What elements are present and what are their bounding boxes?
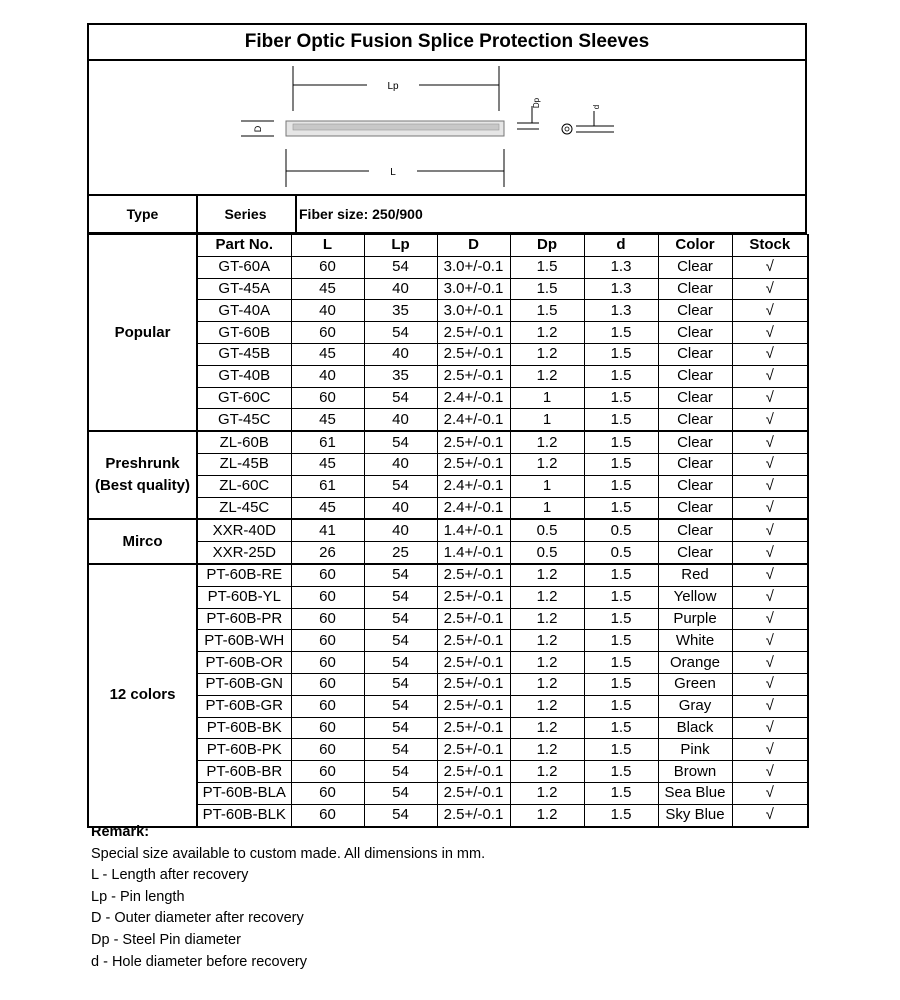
part-number-cell: GT-45C (197, 409, 291, 431)
stock-cell: √ (732, 322, 808, 344)
outer-diameter-cell: 2.5+/-0.1 (437, 782, 510, 804)
part-number-cell: GT-45B (197, 343, 291, 365)
hole-cross-section (565, 127, 569, 131)
length-cell: 26 (291, 542, 364, 564)
hole-diameter-cell: 1.5 (584, 564, 658, 586)
pin-length-cell: 25 (364, 542, 437, 564)
pin-length-cell: 54 (364, 475, 437, 497)
part-number-cell: ZL-45C (197, 497, 291, 519)
pin-diameter-cell: 1.2 (510, 431, 584, 453)
table-row (88, 431, 808, 453)
small-d-label: d (592, 104, 601, 110)
outer-diameter-cell: 3.0+/-0.1 (437, 300, 510, 322)
column-header: Color (658, 235, 732, 257)
d-label: D (253, 125, 263, 133)
hole-diameter-cell: 1.5 (584, 343, 658, 365)
outer-diameter-cell: 2.4+/-0.1 (437, 409, 510, 431)
hole-diameter-cell: 1.5 (584, 739, 658, 761)
pin-length-cell: 54 (364, 431, 437, 453)
stock-cell: √ (732, 673, 808, 695)
type-group-label: Preshrunk (Best quality) (88, 431, 197, 519)
part-number-cell: PT-60B-WH (197, 630, 291, 652)
column-header: d (584, 235, 658, 257)
hole-diameter-cell: 1.5 (584, 804, 658, 826)
stock-cell: √ (732, 717, 808, 739)
stock-cell: √ (732, 652, 808, 674)
hole-diameter-cell: 1.5 (584, 673, 658, 695)
stock-cell: √ (732, 497, 808, 519)
pin-length-cell: 54 (364, 673, 437, 695)
part-number-cell: PT-60B-PK (197, 739, 291, 761)
pin-diameter-cell: 1 (510, 475, 584, 497)
pin-length-cell: 54 (364, 782, 437, 804)
outer-diameter-cell: 2.5+/-0.1 (437, 431, 510, 453)
stock-cell: √ (732, 475, 808, 497)
pin-diameter-cell: 1.2 (510, 761, 584, 783)
length-cell: 60 (291, 673, 364, 695)
pin-diameter-cell: 1.2 (510, 804, 584, 826)
length-cell: 45 (291, 453, 364, 475)
color-cell: Clear (658, 453, 732, 475)
part-number-cell: PT-60B-RE (197, 564, 291, 586)
color-cell: Black (658, 717, 732, 739)
stock-cell: √ (732, 564, 808, 586)
pin-length-cell: 35 (364, 365, 437, 387)
pin-diameter-cell: 1.2 (510, 453, 584, 475)
stock-cell: √ (732, 586, 808, 608)
pin-length-cell: 40 (364, 278, 437, 300)
stock-cell: √ (732, 300, 808, 322)
color-cell: Clear (658, 300, 732, 322)
outer-diameter-cell: 2.5+/-0.1 (437, 652, 510, 674)
hole-diameter-cell: 1.3 (584, 278, 658, 300)
pin-diameter-cell: 1 (510, 497, 584, 519)
pin-length-cell: 54 (364, 695, 437, 717)
pin-length-cell: 54 (364, 739, 437, 761)
pin-diameter-cell: 1 (510, 387, 584, 409)
stock-cell: √ (732, 278, 808, 300)
hole-diameter-cell: 1.5 (584, 761, 658, 783)
color-cell: Clear (658, 256, 732, 278)
pin-diameter-cell: 1.5 (510, 300, 584, 322)
outer-diameter-cell: 2.5+/-0.1 (437, 739, 510, 761)
outer-diameter-cell: 2.5+/-0.1 (437, 322, 510, 344)
length-cell: 60 (291, 608, 364, 630)
color-cell: Brown (658, 761, 732, 783)
color-cell: Clear (658, 409, 732, 431)
pin-length-cell: 40 (364, 453, 437, 475)
sleeve-cross-section (562, 124, 572, 134)
pin-length-cell: 35 (364, 300, 437, 322)
length-cell: 45 (291, 278, 364, 300)
pin-length-cell: 40 (364, 343, 437, 365)
pin-diameter-cell: 1.2 (510, 673, 584, 695)
outer-diameter-cell: 2.4+/-0.1 (437, 475, 510, 497)
part-number-cell: XXR-25D (197, 542, 291, 564)
pin-diameter-cell: 1.2 (510, 630, 584, 652)
color-cell: Clear (658, 322, 732, 344)
pin-diameter-cell: 1.2 (510, 739, 584, 761)
sleeve-diagram (87, 61, 807, 196)
pin-diameter-cell: 1.2 (510, 695, 584, 717)
series-header: Series (196, 196, 297, 232)
stock-cell: √ (732, 453, 808, 475)
table-group-header (87, 196, 807, 234)
color-cell: Pink (658, 739, 732, 761)
hole-diameter-cell: 0.5 (584, 519, 658, 541)
outer-diameter-cell: 2.5+/-0.1 (437, 365, 510, 387)
length-cell: 60 (291, 739, 364, 761)
pin-length-cell: 54 (364, 717, 437, 739)
hole-diameter-cell: 1.5 (584, 717, 658, 739)
length-cell: 60 (291, 804, 364, 826)
stock-cell: √ (732, 365, 808, 387)
hole-diameter-cell: 1.5 (584, 365, 658, 387)
color-cell: Orange (658, 652, 732, 674)
part-number-cell: PT-60B-YL (197, 586, 291, 608)
pin-diameter-cell: 1.5 (510, 278, 584, 300)
part-number-cell: ZL-60C (197, 475, 291, 497)
part-number-cell: PT-60B-BLK (197, 804, 291, 826)
length-cell: 60 (291, 782, 364, 804)
color-cell: Clear (658, 475, 732, 497)
pin-diameter-cell: 1 (510, 409, 584, 431)
stock-cell: √ (732, 608, 808, 630)
pin-length-cell: 40 (364, 519, 437, 541)
hole-diameter-cell: 1.5 (584, 586, 658, 608)
outer-diameter-cell: 1.4+/-0.1 (437, 542, 510, 564)
column-header: Part No. (197, 235, 291, 257)
stock-cell: √ (732, 343, 808, 365)
hole-diameter-cell: 1.5 (584, 782, 658, 804)
pin-length-cell: 54 (364, 322, 437, 344)
hole-diameter-cell: 1.5 (584, 652, 658, 674)
length-cell: 60 (291, 695, 364, 717)
outer-diameter-cell: 2.4+/-0.1 (437, 497, 510, 519)
part-number-cell: ZL-45B (197, 453, 291, 475)
pin-diameter-cell: 1.2 (510, 365, 584, 387)
remark-line: Special size available to custom made. All dimensions in mm. (91, 845, 486, 862)
hole-diameter-cell: 0.5 (584, 542, 658, 564)
part-number-cell: GT-40B (197, 365, 291, 387)
pin-length-cell: 54 (364, 564, 437, 586)
pin-diameter-cell: 1.2 (510, 652, 584, 674)
stock-cell: √ (732, 542, 808, 564)
part-number-cell: GT-60C (197, 387, 291, 409)
length-cell: 40 (291, 365, 364, 387)
l-label: L (390, 167, 396, 178)
length-cell: 45 (291, 497, 364, 519)
part-number-cell: PT-60B-GR (197, 695, 291, 717)
column-header: D (437, 235, 510, 257)
stock-cell: √ (732, 739, 808, 761)
pin-diameter-cell: 1.2 (510, 782, 584, 804)
remark-line: Lp - Pin length (91, 888, 185, 905)
hole-diameter-cell: 1.5 (584, 497, 658, 519)
stock-cell: √ (732, 431, 808, 453)
remarks (91, 822, 485, 973)
hole-diameter-cell: 1.5 (584, 453, 658, 475)
pin-diameter-cell: 0.5 (510, 519, 584, 541)
length-cell: 60 (291, 322, 364, 344)
outer-diameter-cell: 2.5+/-0.1 (437, 804, 510, 826)
remark-line: L - Length after recovery (91, 867, 249, 884)
hole-diameter-cell: 1.5 (584, 431, 658, 453)
stock-cell: √ (732, 695, 808, 717)
color-cell: Clear (658, 387, 732, 409)
hole-diameter-cell: 1.5 (584, 608, 658, 630)
length-cell: 60 (291, 387, 364, 409)
pin-diameter-cell: 0.5 (510, 542, 584, 564)
color-cell: Red (658, 564, 732, 586)
length-cell: 60 (291, 256, 364, 278)
outer-diameter-cell: 1.4+/-0.1 (437, 519, 510, 541)
part-number-cell: PT-60B-OR (197, 652, 291, 674)
type-group-label: 12 colors (88, 564, 197, 827)
outer-diameter-cell: 2.5+/-0.1 (437, 564, 510, 586)
pin-length-cell: 54 (364, 652, 437, 674)
length-cell: 60 (291, 652, 364, 674)
hole-diameter-cell: 1.5 (584, 409, 658, 431)
pin-length-cell: 54 (364, 387, 437, 409)
length-cell: 60 (291, 564, 364, 586)
length-cell: 60 (291, 630, 364, 652)
pin-diameter-cell: 1.2 (510, 586, 584, 608)
stock-cell: √ (732, 804, 808, 826)
color-cell: Clear (658, 519, 732, 541)
column-header: L (291, 235, 364, 257)
stock-cell: √ (732, 387, 808, 409)
page-title: Fiber Optic Fusion Splice Protection Sleeves (87, 23, 807, 61)
part-number-cell: PT-60B-GN (197, 673, 291, 695)
type-header: Type (89, 196, 198, 232)
pin-diameter-cell: 1.2 (510, 564, 584, 586)
part-number-cell: PT-60B-BLA (197, 782, 291, 804)
outer-diameter-cell: 2.5+/-0.1 (437, 343, 510, 365)
color-cell: Yellow (658, 586, 732, 608)
pin-diameter-cell: 1.5 (510, 256, 584, 278)
outer-diameter-cell: 2.5+/-0.1 (437, 761, 510, 783)
outer-diameter-cell: 3.0+/-0.1 (437, 278, 510, 300)
remarks-title: Remark: (91, 824, 150, 840)
hole-diameter-cell: 1.3 (584, 256, 658, 278)
type-group-label: Mirco (88, 519, 197, 564)
length-cell: 45 (291, 343, 364, 365)
outer-diameter-cell: 2.5+/-0.1 (437, 608, 510, 630)
pin-length-cell: 40 (364, 409, 437, 431)
pin-length-cell: 54 (364, 256, 437, 278)
pin-diameter-cell: 1.2 (510, 343, 584, 365)
outer-diameter-cell: 2.5+/-0.1 (437, 695, 510, 717)
hole-diameter-cell: 1.5 (584, 475, 658, 497)
color-cell: Clear (658, 431, 732, 453)
pin-diameter-cell: 1.2 (510, 322, 584, 344)
length-cell: 40 (291, 300, 364, 322)
table-row (88, 519, 808, 541)
hole-diameter-cell: 1.5 (584, 387, 658, 409)
pin-length-cell: 54 (364, 761, 437, 783)
pin-length-cell: 54 (364, 586, 437, 608)
spec-table (87, 234, 809, 828)
table-row (88, 564, 808, 586)
pin-diameter-cell: 1.2 (510, 608, 584, 630)
length-cell: 61 (291, 475, 364, 497)
outer-diameter-cell: 2.5+/-0.1 (437, 673, 510, 695)
part-number-cell: GT-45A (197, 278, 291, 300)
color-cell: Sea Blue (658, 782, 732, 804)
stock-cell: √ (732, 256, 808, 278)
outer-diameter-cell: 2.5+/-0.1 (437, 717, 510, 739)
hole-diameter-cell: 1.5 (584, 630, 658, 652)
column-header: Stock (732, 235, 808, 257)
type-group-label: Popular (88, 235, 197, 432)
column-header: Lp (364, 235, 437, 257)
color-cell: Clear (658, 542, 732, 564)
color-cell: Gray (658, 695, 732, 717)
outer-diameter-cell: 3.0+/-0.1 (437, 256, 510, 278)
length-cell: 61 (291, 431, 364, 453)
remark-line: Dp - Steel Pin diameter (91, 931, 241, 948)
stock-cell: √ (732, 519, 808, 541)
fiber-size-header: Fiber size: 250/900 (299, 206, 423, 222)
sleeve-dimension-drawing (89, 61, 805, 194)
spec-sheet (87, 23, 807, 828)
pin-length-cell: 54 (364, 608, 437, 630)
color-cell: Green (658, 673, 732, 695)
part-number-cell: GT-60A (197, 256, 291, 278)
remark-line: d - Hole diameter before recovery (91, 953, 307, 970)
color-cell: Purple (658, 608, 732, 630)
hole-diameter-cell: 1.5 (584, 695, 658, 717)
color-cell: Clear (658, 497, 732, 519)
length-cell: 60 (291, 717, 364, 739)
column-header: Dp (510, 235, 584, 257)
pin-length-cell: 40 (364, 497, 437, 519)
outer-diameter-cell: 2.4+/-0.1 (437, 387, 510, 409)
color-cell: Clear (658, 343, 732, 365)
stock-cell: √ (732, 630, 808, 652)
stock-cell: √ (732, 782, 808, 804)
pin-diameter-cell: 1.2 (510, 717, 584, 739)
color-cell: White (658, 630, 732, 652)
hole-diameter-cell: 1.3 (584, 300, 658, 322)
color-cell: Sky Blue (658, 804, 732, 826)
stock-cell: √ (732, 761, 808, 783)
part-number-cell: PT-60B-BR (197, 761, 291, 783)
part-number-cell: PT-60B-BK (197, 717, 291, 739)
part-number-cell: PT-60B-PR (197, 608, 291, 630)
length-cell: 60 (291, 586, 364, 608)
steel-pin (293, 124, 499, 130)
pin-length-cell: 54 (364, 630, 437, 652)
outer-diameter-cell: 2.5+/-0.1 (437, 586, 510, 608)
column-header-row (88, 235, 808, 257)
lp-label: Lp (387, 81, 399, 92)
part-number-cell: ZL-60B (197, 431, 291, 453)
length-cell: 60 (291, 761, 364, 783)
dp-label: Dp (532, 97, 541, 109)
part-number-cell: XXR-40D (197, 519, 291, 541)
outer-diameter-cell: 2.5+/-0.1 (437, 630, 510, 652)
part-number-cell: GT-60B (197, 322, 291, 344)
length-cell: 45 (291, 409, 364, 431)
color-cell: Clear (658, 278, 732, 300)
outer-diameter-cell: 2.5+/-0.1 (437, 453, 510, 475)
color-cell: Clear (658, 365, 732, 387)
remark-line: D - Outer diameter after recovery (91, 910, 304, 927)
stock-cell: √ (732, 409, 808, 431)
pin-length-cell: 54 (364, 804, 437, 826)
hole-diameter-cell: 1.5 (584, 322, 658, 344)
part-number-cell: GT-40A (197, 300, 291, 322)
length-cell: 41 (291, 519, 364, 541)
